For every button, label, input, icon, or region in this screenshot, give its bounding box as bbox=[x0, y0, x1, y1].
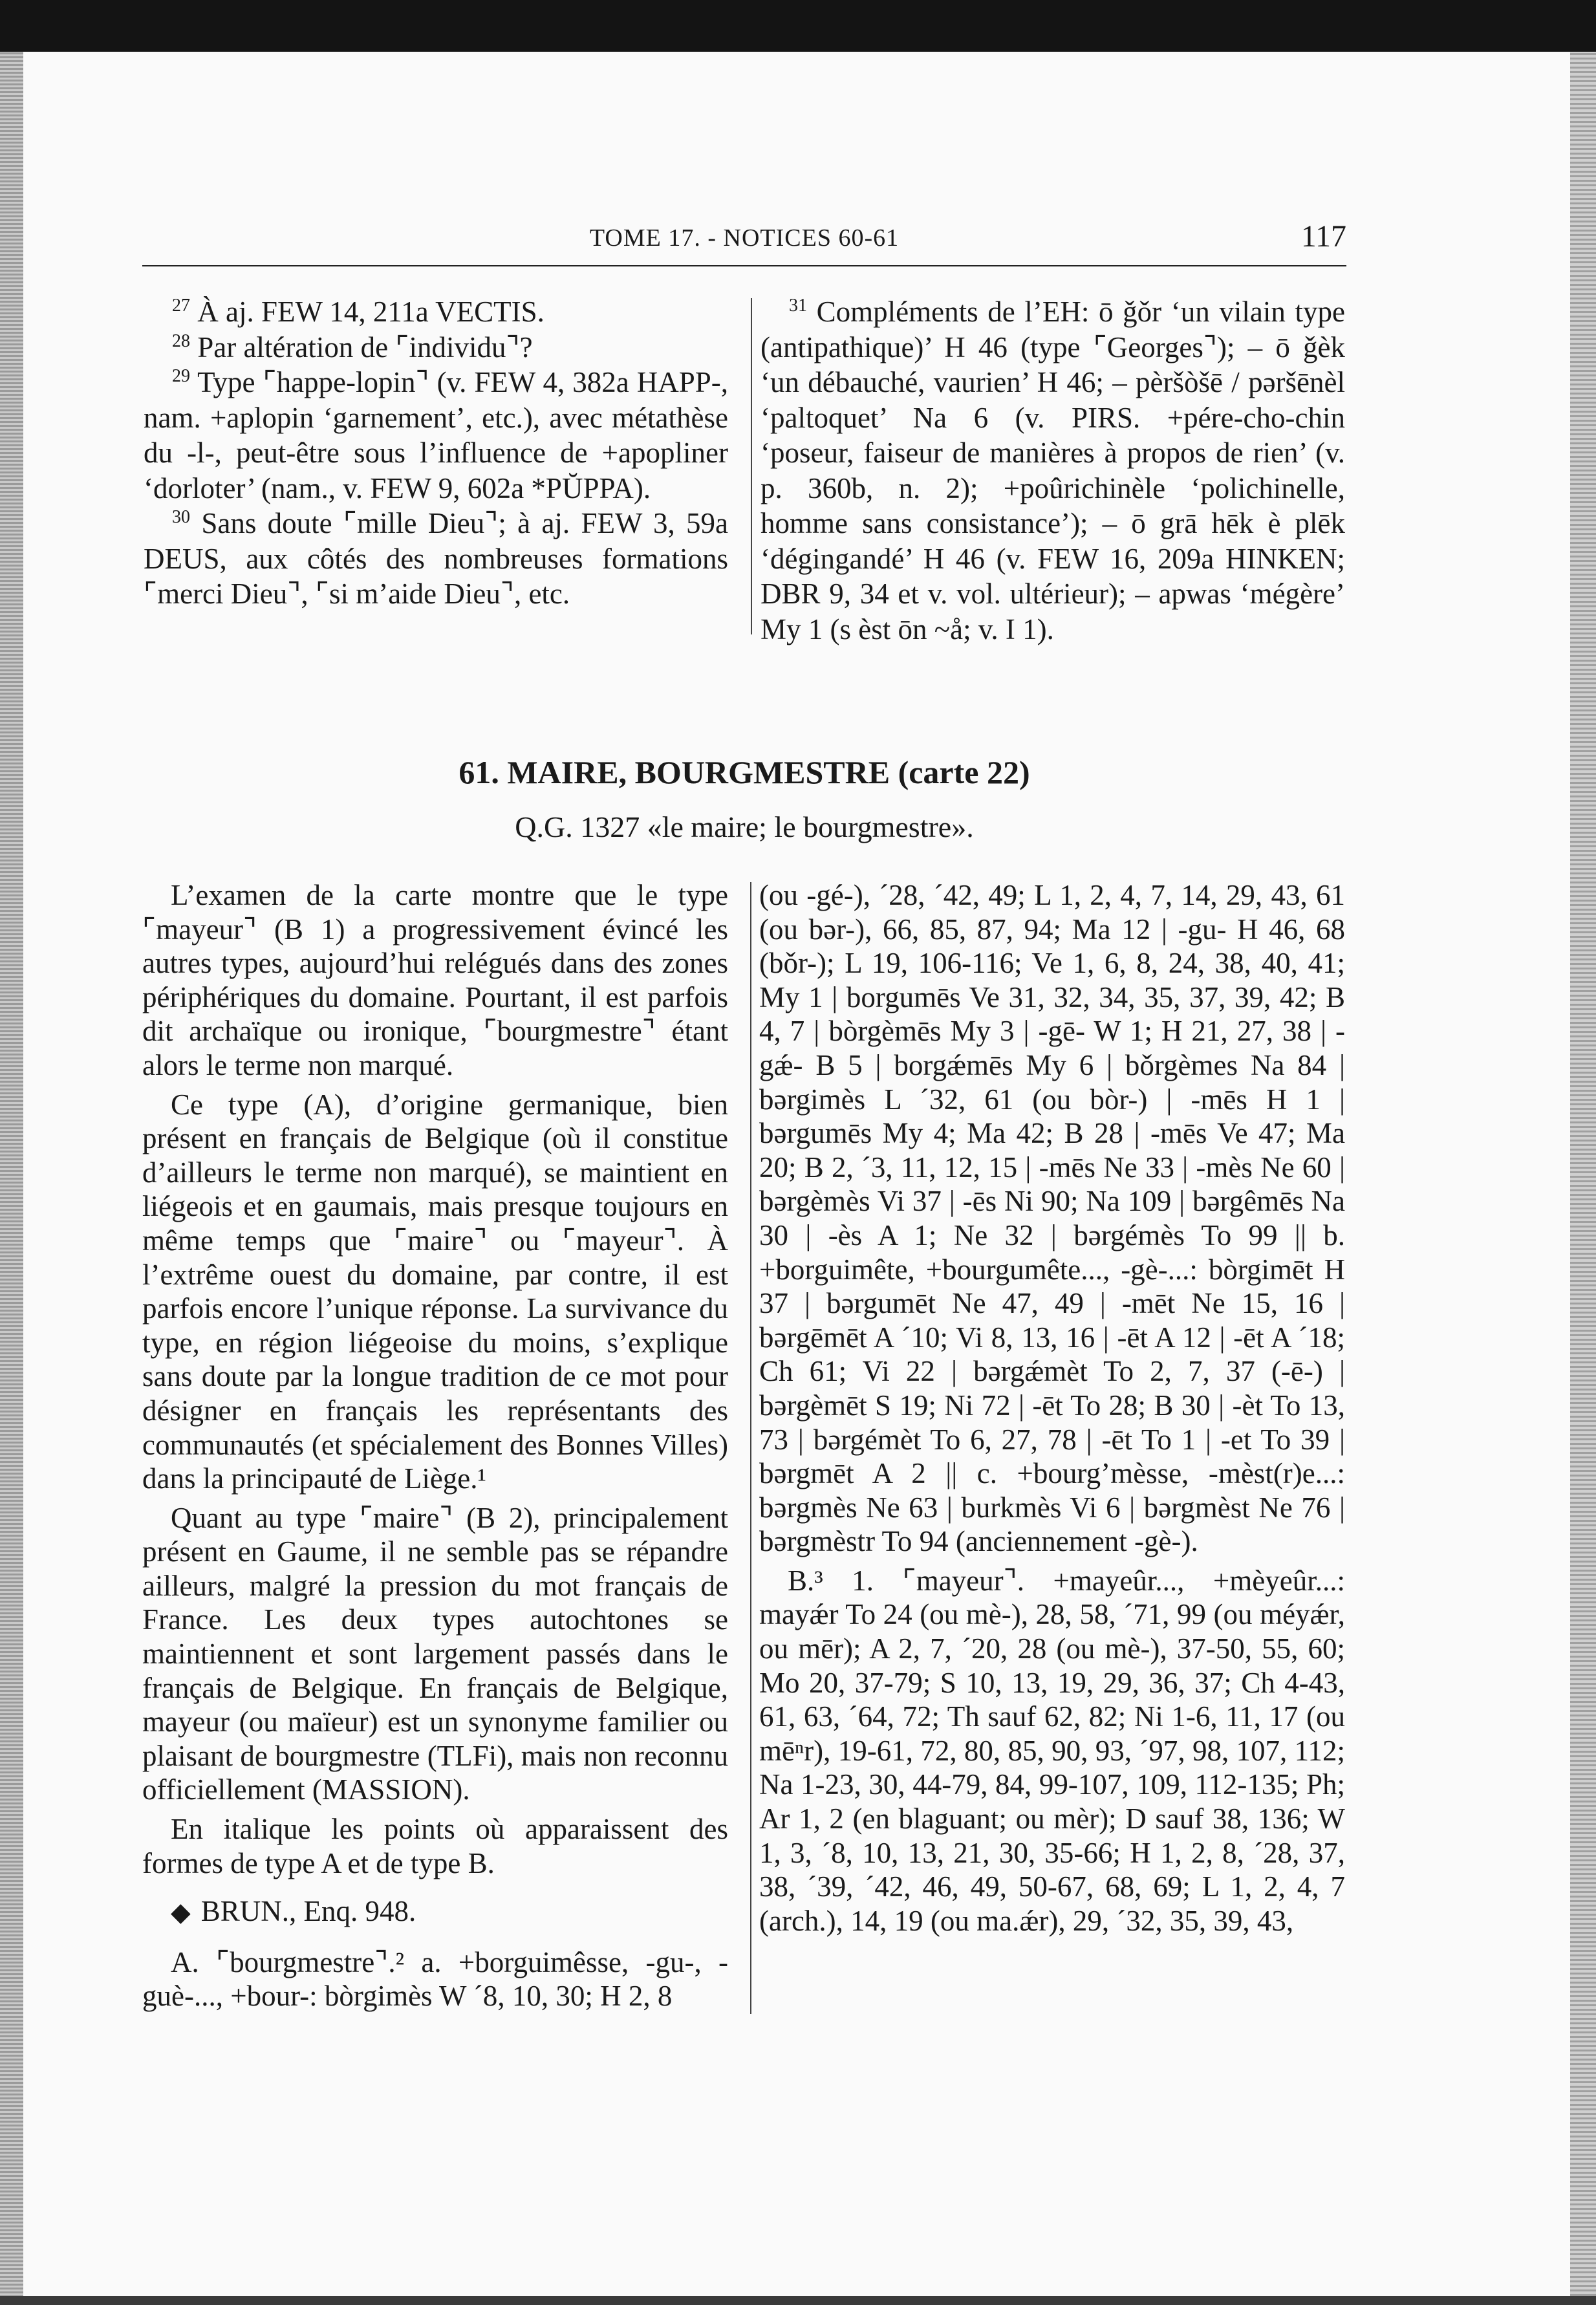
bibliography-reference: ◆ BRUN., Enq. 948. bbox=[171, 1895, 416, 1928]
page-number: 117 bbox=[1300, 219, 1346, 254]
running-header bbox=[142, 175, 1346, 266]
left-column bbox=[142, 878, 728, 2018]
paragraph: (ou -gé-), ´28, ´42, 49; L 1, 2, 4, 7, 14, 29, 43, 61 (ou bər-), 66, 85, 87, 94; Ma 12 | -gu- H 46, 68 (bǒr-); L 19, 106-116; Ve 1, 6, 8, 24, 38, 40, 41; My 1 | borgumēs Ve 31, 32, 34, 35, 37, 39, 42; B 4, 7 | bòrgèmēs My 3 | -gē- W 1; H 21, 27, 38 | -gǽ- B 5 | borgǽmēs My 6 | bǒrgèmes Na 84 | bərgimès L ´32, 61 (ou bòr-) | -mēs H 1 | bərgumēs My 4; Ma 42; B 28 | -mēs Ve 47; Ma 20; B 2, ´3, 11, 12, 15 | -mēs Ne 33 | -mès Ne 60 | bərgèmès Vi 37 | -ēs Ni 90; Na 109 | bərgêmēs Na 30 | -ès A 1; Ne 32 | bərgémès To 99 || b. +borguimête, +bourgumête..., -gè-...: bòrgimēt H 37 | bərgumēt Ne 47, 49 | -mēt Ne 15, 16 | bərgēmēt A ´10; Vi 8, 13, 16 | -ēt A 12 | -ēt A ´18; Ch 61; Vi 22 | bərgǽmèt To 2, 7, 37 (-ē-) | bərgèmēt S 19; Ni 72 | -ēt To 28; B 30 | -èt To 13, 73 | bərgémèt To 6, 27, 78 | -ēt To 1 | -et To 39 | bərgmēt A 2 || c. +bourg’mèsse, -mèst(r)e...: bərgmès Ne 63 | burkmès Vi 6 | bərgmèst Ne 76 | bərgmèstr To 94 (anciennement -gè-). bbox=[759, 879, 1345, 1558]
section-title: 61. MAIRE, BOURGMESTRE (carte 22) bbox=[458, 754, 1030, 790]
footnote-29: $^{29}$ Type ⌜happe-lopin⌝ (v. FEW 4, 382a HAPP-, nam. +aplopin ‘garnement’, etc.), avec métathèse du -l-, peut-être sous l’influence de +apopliner ‘dorloter’ (nam., v. FEW 9, 602a *PŬPPA). bbox=[144, 366, 728, 504]
footnotes-left bbox=[144, 294, 728, 612]
paragraph: Quant au type ⌜maire⌝ (B 2), principalement présent en Gaume, il ne semble pas se répandre ailleurs, malgré la pression du mot français de France. Les deux types autochtones se maintiennent et sont largement passés dans le français de Belgique. En français de Belgique, mayeur (ou maïeur) est un synonyme familier ou plaisant de bourgmestre (TLFi), mais non reconnu officiellement (MASSION). bbox=[142, 1501, 728, 1806]
right-column bbox=[759, 878, 1345, 1943]
paragraph: A. ⌜bourgmestre⌝.² a. +borguimêsse, -gu-, -guè-..., +bour-: bòrgimès W ´8, 10, 30; H 2, 8 bbox=[142, 1945, 728, 2013]
footnote-27: $^{27}$ À aj. FEW 14, 211a VECTIS. bbox=[172, 296, 545, 328]
paragraph: En italique les points où apparaissent des formes de type A et de type B. bbox=[142, 1813, 728, 1879]
scan-right-edge bbox=[1570, 52, 1596, 2305]
scan-left-edge bbox=[0, 52, 23, 2305]
paragraph: B.³ 1. ⌜mayeur⌝. +mayeûr..., +mèyeûr...: mayǽr To 24 (ou mè-), 28, 58, ´71, 99 (ou méyǽr, ou mēr); A 2, 7, ´20, 28 (ou mè-), 37-50, 55, 60; Mo 20, 37-79; S 10, 13, 19, 29, 36, 37; Ch 4-43, 61, 63, ´64, 72; Th sauf 62, 82; Ni 1-6, 11, 17 (ou mēⁿr), 19-61, 72, 80, 85, 90, 93, ´97, 98, 107, 112; Na 1-23, 30, 44-79, 84, 99-107, 109, 112-135; Ph; Ar 1, 2 (en blaguant; ou mèr); D sauf 38, 136; W 1, 3, ´8, 10, 13, 21, 30, 35-66; H 1, 2, 8, ´28, 37, 38, ´39, ´42, 46, 49, 50-67, 68, 69; L 1, 2, 4, 7 (arch.), 14, 19 (ou ma.ǽr), 29, ´32, 35, 39, 43, bbox=[759, 1564, 1345, 1937]
section-question: Q.G. 1327 «le maire; le bourgmestre». bbox=[515, 810, 974, 843]
scan-bottom-border bbox=[0, 2296, 1596, 2305]
paragraph: L’examen de la carte montre que le type ⌜mayeur⌝ (B 1) a progressivement évincé les autres types, aujourd’hui relégués dans des zones périphériques du domaine. Pourtant, il est parfois dit archaïque ou ironique, ⌜bourgmestre⌝ étant alors le terme non marqué. bbox=[142, 879, 728, 1081]
running-title: TOME 17. - NOTICES 60-61 bbox=[589, 224, 900, 252]
footnote-31: $^{31}$ Compléments de l’EH: ō ǧǒr ‘un vilain type (antipathique)’ H 46 (type ⌜Georges⌝); – ō ǧèk ‘un débauché, vaurien’ H 46; – pèršòšē / pəršēnèl ‘paltoquet’ Na 6 (v. PIRS. +pére-cho-chin ‘poseur, faiseur de manières à propos de rien’ (v. p. 360b, n. 2); +poûrichinèle ‘polichinelle, homme sans consistance’); – ō grā hēk è plēk ‘dégingandé’ H 46 (v. FEW 16, 209a HINKEN; DBR 9, 34 et v. vol. ultérieur); – apwas ‘mégère’ My 1 (s èst ōn ~å; v. I 1). bbox=[760, 296, 1346, 645]
footnotes-right bbox=[760, 294, 1345, 647]
paragraph: Ce type (A), d’origine germanique, bien présent en français de Belgique (où il constitue d’ailleurs le terme non marqué), se maintient en liégeois et en gaumais, mais presque toujours en même temps que ⌜maire⌝ ou ⌜mayeur⌝. À l’extrême ouest du domaine, par contre, il est parfois encore l’unique réponse. La survivance du type, en région liégeoise du moins, s’explique sans doute par la longue tradition de ce mot pour désigner en français les représentants des communautés (et spécialement des Bonnes Villes) dans la principauté de Liège.¹ bbox=[142, 1088, 728, 1495]
scan-top-border bbox=[0, 0, 1596, 52]
diamond-icon: ◆ bbox=[171, 1898, 191, 1927]
footnote-28: $^{28}$ Par altération de ⌜individu⌝? bbox=[172, 330, 533, 363]
footnote-30: $^{30}$ Sans doute ⌜mille Dieu⌝; à aj. FEW 3, 59a DEUS, aux côtés des nombreuses formations ⌜merci Dieu⌝, ⌜si m’aide Dieu⌝, etc. bbox=[144, 507, 729, 610]
header-rule bbox=[142, 265, 1346, 266]
